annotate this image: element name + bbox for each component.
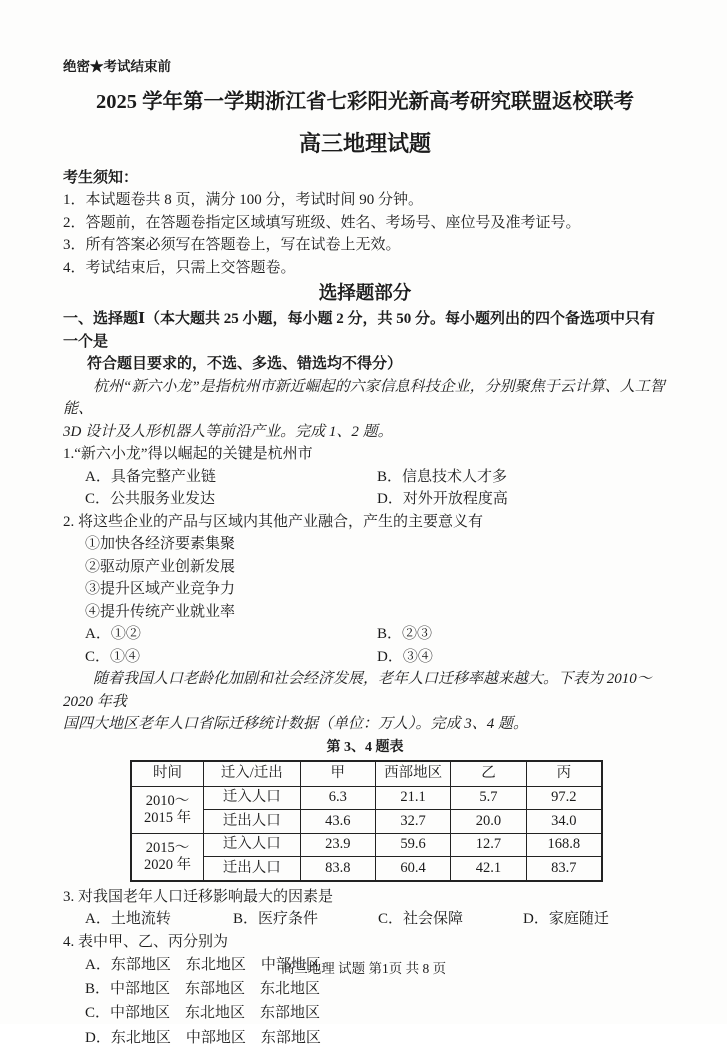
table-cell: 42.1 bbox=[451, 857, 526, 881]
table-cell: 6.3 bbox=[300, 786, 375, 810]
table-cell: 83.7 bbox=[526, 857, 602, 881]
period-line: 2015 年 bbox=[143, 809, 192, 826]
period-line: 2010～ bbox=[145, 792, 190, 809]
passage-line: 杭州“新六小龙”是指杭州市新近崛起的六家信息科技企业，分别聚焦于云计算、人工智能、 bbox=[63, 378, 665, 417]
option: B．信息技术人才多 bbox=[377, 468, 508, 485]
option: D．③④ bbox=[377, 648, 433, 665]
table-cell: 20.0 bbox=[451, 810, 526, 834]
passage-line: 国四大地区老年人口省际迁移统计数据（单位：万人）。完成 3、4 题。 bbox=[63, 716, 529, 732]
exam-subtitle: 高三地理试题 bbox=[298, 130, 431, 156]
option: A．①② bbox=[85, 626, 141, 642]
table-cell: 21.1 bbox=[375, 786, 450, 810]
question-2-stem: 2. 将这些企业的产品与区域内其他产业融合，产生的主要意义有 bbox=[63, 513, 484, 530]
table-cell: 97.2 bbox=[526, 786, 602, 810]
table-header-row bbox=[131, 761, 602, 787]
table-row bbox=[131, 786, 602, 810]
option: D．东北地区 中部地区 东部地区 bbox=[85, 1029, 321, 1046]
table-cell: 43.6 bbox=[300, 810, 375, 834]
table-cell: 168.8 bbox=[526, 833, 602, 857]
question-4-stem: 4. 表中甲、乙、丙分别为 bbox=[63, 933, 229, 950]
option: A．土地流转 bbox=[85, 911, 171, 927]
question-1-options bbox=[63, 466, 667, 511]
table-header-cell: 时间 bbox=[131, 761, 204, 787]
option: D．家庭随迁 bbox=[523, 911, 609, 927]
option: C．①④ bbox=[85, 648, 141, 665]
table-header-cell: 迁入/迁出 bbox=[204, 761, 301, 787]
table-cell: 5.7 bbox=[451, 786, 526, 810]
section-instruction-line: 符合题目要求的，不选、多选、错选均不得分） bbox=[87, 356, 403, 372]
table-cell: 12.7 bbox=[451, 833, 526, 857]
table-row bbox=[131, 833, 602, 857]
security-label: 绝密★考试结束前 bbox=[63, 59, 171, 74]
table-header-cell: 甲 bbox=[300, 761, 375, 787]
question-2-subitem: ②驱动原产业创新发展 bbox=[85, 558, 236, 575]
table-period-cell bbox=[131, 786, 204, 833]
question-3-options bbox=[63, 908, 667, 931]
notice-item: 1．本试题卷共 8 页，满分 100 分，考试时间 90 分钟。 bbox=[63, 192, 424, 208]
passage-line: 随着我国人口老龄化加剧和社会经济发展，老年人口迁移率越来越大。下表为 2010～2020 年我 bbox=[63, 671, 652, 710]
page-footer: 高三地理 试题 第1页 共 8 页 bbox=[280, 960, 447, 976]
question-3-stem: 3. 对我国老年人口迁移影响最大的因素是 bbox=[63, 888, 334, 905]
period-line: 2015～ bbox=[145, 839, 190, 856]
passage-line: 3D 设计及人形机器人等前沿产业。完成 1、2 题。 bbox=[63, 423, 393, 440]
period-line: 2020 年 bbox=[143, 856, 192, 873]
table-header-cell: 丙 bbox=[526, 761, 602, 787]
exam-title: 2025 学年第一学期浙江省七彩阳光新高考研究联盟返校联考 bbox=[95, 90, 635, 113]
notice-item: 3．所有答案必须写在答题卷上，写在试卷上无效。 bbox=[63, 237, 401, 253]
option: C．中部地区 东北地区 东部地区 bbox=[85, 1005, 321, 1022]
section-heading: 选择题部分 bbox=[318, 284, 412, 304]
question-2-subitem: ④提升传统产业就业率 bbox=[85, 603, 236, 620]
question-2-subitem: ①加快各经济要素集聚 bbox=[85, 536, 236, 552]
option: D．对外开放程度高 bbox=[377, 491, 508, 507]
option: C．社会保障 bbox=[378, 911, 464, 927]
option: A．具备完整产业链 bbox=[85, 468, 216, 485]
table-cell: 迁出人口 bbox=[204, 810, 301, 834]
option: B．医疗条件 bbox=[233, 911, 319, 927]
option: B．②③ bbox=[377, 626, 433, 642]
table-cell: 迁入人口 bbox=[204, 833, 301, 857]
notice-heading: 考生须知： bbox=[63, 169, 139, 186]
notice-item: 2．答题前，在答题卷指定区域填写班级、姓名、考场号、座位号及准考证号。 bbox=[63, 214, 581, 231]
table-caption: 第 3、4 题表 bbox=[326, 739, 404, 755]
migration-data-table bbox=[130, 760, 603, 882]
question-2-subitem: ③提升区域产业竞争力 bbox=[85, 581, 236, 597]
table-cell: 32.7 bbox=[375, 810, 450, 834]
option: A．东部地区 东北地区 中部地区 bbox=[85, 957, 321, 973]
option: B．中部地区 东部地区 东北地区 bbox=[85, 981, 321, 998]
section-instruction-line: 一、选择题Ⅰ（本大题共 25 小题，每小题 2 分，共 50 分。每小题列出的四个备选项中只有一个是 bbox=[63, 311, 656, 350]
table-cell: 34.0 bbox=[526, 810, 602, 834]
table-header-cell: 西部地区 bbox=[375, 761, 450, 787]
table-period-cell bbox=[131, 833, 204, 881]
option: C．公共服务业发达 bbox=[85, 491, 216, 507]
table-cell: 59.6 bbox=[375, 833, 450, 857]
table-cell: 迁入人口 bbox=[204, 786, 301, 810]
table-header-cell: 乙 bbox=[451, 761, 526, 787]
table-cell: 83.8 bbox=[300, 857, 375, 881]
table-cell: 60.4 bbox=[375, 857, 450, 881]
table-cell: 23.9 bbox=[300, 833, 375, 857]
question-2-options bbox=[63, 623, 667, 668]
question-1-stem: 1.“新六小龙”得以崛起的关键是杭州市 bbox=[63, 446, 313, 462]
table-cell: 迁出人口 bbox=[204, 857, 301, 881]
notice-item: 4．考试结束后，只需上交答题卷。 bbox=[63, 259, 296, 276]
